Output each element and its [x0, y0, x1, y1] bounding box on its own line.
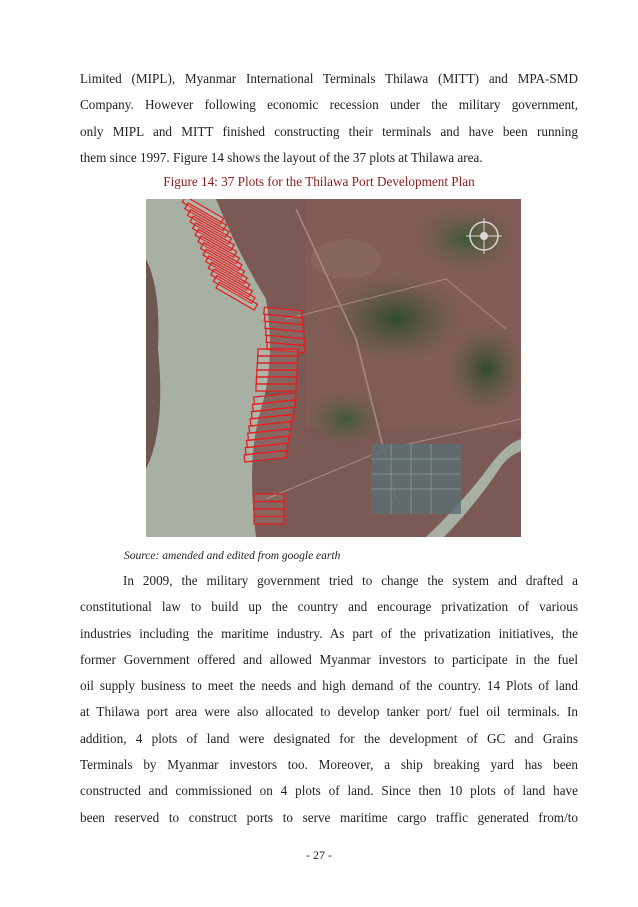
- industrial-zone: [371, 444, 461, 514]
- plot-outline: [258, 349, 298, 356]
- text-line: Limited (MIPL), Myanmar International Terminals Thilawa (MITT) and MPA-SMD: [80, 71, 578, 86]
- plot-outline: [254, 502, 284, 510]
- figure-caption: Figure 14: 37 Plots for the Thilawa Port Development Plan: [163, 174, 475, 189]
- plot-outline: [254, 509, 284, 517]
- plot-outline: [258, 356, 298, 363]
- text-line: constructed and commissioned on 4 plots of land. Since then 10 plots of land have: [80, 783, 578, 799]
- map-image: [146, 199, 521, 537]
- text-line: addition, 4 plots of land were designated for the development of GC and Grains: [80, 730, 578, 746]
- plot-outline: [257, 370, 297, 377]
- plot-outline: [254, 517, 284, 525]
- text-line: them since 1997. Figure 14 shows the layout of the 37 plots at Thilawa area.: [80, 149, 483, 165]
- satellite-map-figure: [146, 199, 521, 537]
- vegetation-patch: [411, 204, 521, 274]
- paragraph-body: [80, 568, 578, 831]
- plot-outline: [256, 384, 296, 391]
- text-line: former Government offered and allowed Myanmar investors to participate in the fuel: [80, 651, 578, 667]
- text-line: industries including the maritime industry. As part of the privatization initiatives, the: [80, 625, 578, 641]
- page-number: - 27 -: [306, 848, 332, 862]
- figure-source: Source: amended and edited from google earth: [124, 550, 341, 562]
- plot-outline: [256, 377, 296, 384]
- text-line: oil supply business to meet the needs and high demand of the country. 14 Plots of land: [80, 678, 578, 694]
- text-line: at Thilawa port area were also allocated to develop tanker port/ fuel oil terminals. In: [80, 704, 578, 720]
- vegetation-patch: [301, 389, 391, 449]
- text-line: Terminals by Myanmar investors too. Moreover, a ship breaking yard has been: [80, 757, 578, 773]
- text-line: In 2009, the military government tried to change the system and drafted a: [123, 573, 578, 588]
- plot-outline: [257, 363, 297, 370]
- paragraph-intro: [80, 66, 578, 171]
- text-line: Company. However following economic recession under the military government,: [80, 97, 578, 113]
- plot-outline: [254, 494, 284, 502]
- text-line: constitutional law to build up the country and encourage privatization of various: [80, 599, 578, 615]
- text-line: only MIPL and MITT finished constructing their terminals and have been running: [80, 123, 578, 139]
- text-line: been reserved to construct ports to serve maritime cargo traffic generated from/to: [80, 809, 578, 825]
